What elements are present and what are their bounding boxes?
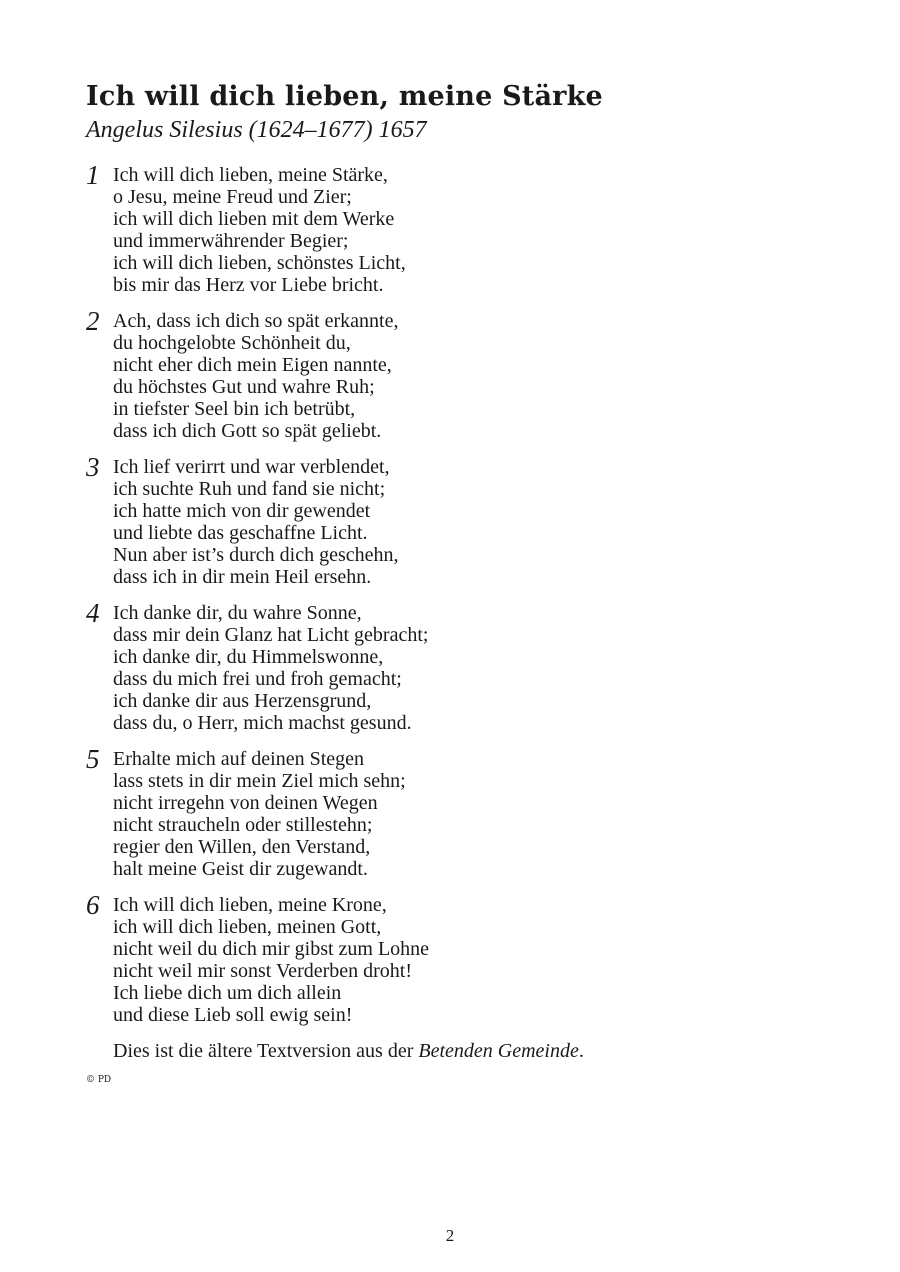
hymn-author: Angelus Silesius (1624–1677) 1657 [86,117,427,143]
verse-line: nicht weil du dich mir gibst zum Lohne [113,938,430,960]
verse-line: Ich will dich lieben, meine Stärke, [113,164,388,186]
stanza [86,306,826,442]
verse-line: nicht eher dich mein Eigen nannte, [113,354,392,376]
verse-line: Ich liebe dich um dich allein [113,982,342,1004]
verse-line: Erhalte mich auf deinen Stegen [113,748,365,770]
verse-line: Ich danke dir, du wahre Sonne, [113,602,362,624]
verse-line: nicht weil mir sonst Verderben droht! [113,960,413,982]
stanza-list [86,160,826,1026]
stanza [86,452,826,588]
verse-line: ich will dich lieben, schönstes Licht, [113,252,406,274]
stanza [86,598,826,734]
stanza [86,744,826,880]
verse-line: dass mir dein Glanz hat Licht gebracht; [113,624,429,646]
verse-line: o Jesu, meine Freud und Zier; [113,186,352,208]
verse-line: halt meine Geist dir zugewandt. [113,858,368,880]
source-note-title: Betenden Gemeinde [418,1040,579,1062]
verse-line: ich will dich lieben, meinen Gott, [113,916,382,938]
stanza-number: 3 [86,452,100,482]
stanza-number: 2 [86,306,100,336]
stanza-number: 4 [86,598,100,628]
source-note-text: Dies ist die ältere Textversion aus der [113,1040,419,1062]
verse-line: dass ich dich Gott so spät geliebt. [113,420,382,442]
verse-line: ich will dich lieben mit dem Werke [113,208,395,230]
verse-line: und immerwährender Begier; [113,230,349,252]
source-note-end: . [578,1040,584,1062]
verse-line: ich danke dir, du Himmelswonne, [113,646,384,668]
verse-line: bis mir das Herz vor Liebe bricht. [113,274,384,296]
verse-line: in tiefster Seel bin ich betrübt, [113,398,356,420]
verse-line: dass du, o Herr, mich machst gesund. [113,712,412,734]
stanza-number: 5 [86,744,100,774]
verse-line: Ach, dass ich dich so spät erkannte, [113,310,399,332]
verse-line: lass stets in dir mein Ziel mich sehn; [113,770,406,792]
verse-line: Nun aber ist’s durch dich geschehn, [113,544,399,566]
verse-line: ich suchte Ruh und fand sie nicht; [113,478,386,500]
stanza [86,160,826,296]
verse-line: du hochgelobte Schönheit du, [113,332,351,354]
copyright-notice: © PD [86,1075,112,1085]
verse-line: regier den Willen, den Verstand, [113,836,371,858]
verse-line: ich danke dir aus Herzensgrund, [113,690,372,712]
verse-line: dass ich in dir mein Heil ersehn. [113,566,372,588]
verse-line: ich hatte mich von dir gewendet [113,500,371,522]
stanza [86,890,826,1026]
verse-line: und diese Lieb soll ewig sein! [113,1004,353,1026]
document-page [86,78,826,1086]
verse-line: nicht irregehn von deinen Wegen [113,792,378,814]
verse-line: Ich lief verirrt und war verblendet, [113,456,390,478]
stanza-number: 1 [86,160,100,190]
source-note [86,1040,826,1062]
stanza-number: 6 [86,890,100,920]
verse-line: Ich will dich lieben, meine Krone, [113,894,387,916]
page-number: 2 [445,1226,455,1245]
verse-line: dass du mich frei und froh gemacht; [113,668,402,690]
verse-line: und liebte das geschaffne Licht. [113,522,368,544]
verse-line: nicht straucheln oder stillestehn; [113,814,373,836]
hymn-title: Ich will dich lieben, meine Stärke [86,81,603,112]
verse-line: du höchstes Gut und wahre Ruh; [113,376,375,398]
